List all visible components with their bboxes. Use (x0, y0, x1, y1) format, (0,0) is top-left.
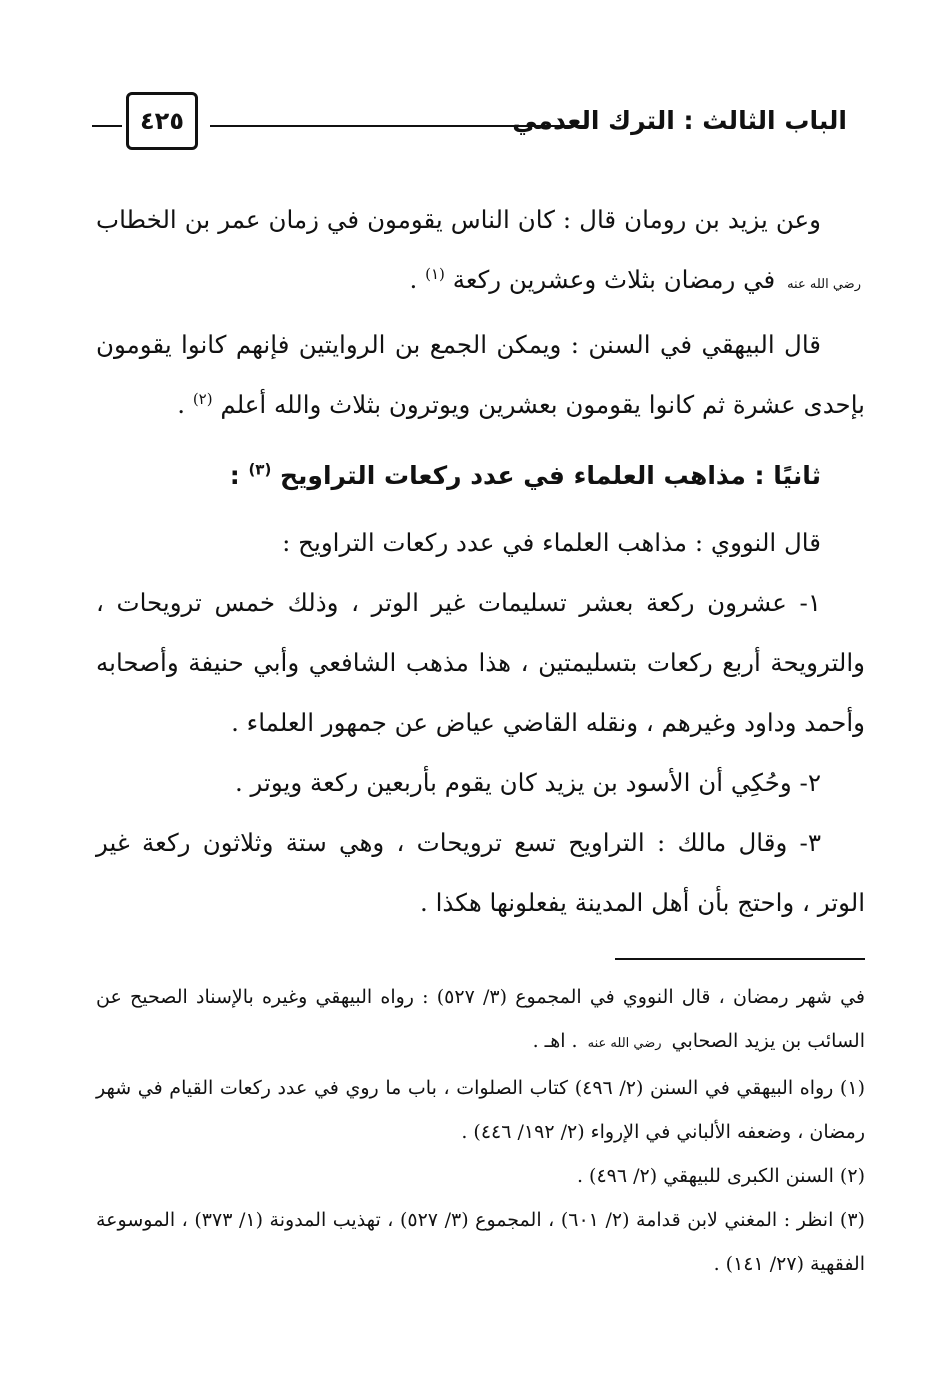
paragraph-3: قال النووي : مذاهب العلماء في عدد ركعات التراويح : (282, 528, 821, 557)
page-number-box (126, 92, 198, 150)
honorific: رضي الله عنه (587, 1036, 662, 1051)
header-rule-end (92, 125, 122, 127)
main-text (96, 190, 865, 933)
footnote-continuation: في شهر رمضان ، قال النووي في المجموع (٣/ ٥٢٧) : رواه البيهقي وغيره بالإسناد الصحيح عن السائب بن يزيد الصحابي رضي الله عنه . اهـ . (96, 986, 865, 1052)
footnote-ref-1: (١) (425, 264, 445, 283)
page-number: ٤٢٥ (140, 107, 184, 135)
paragraph-4: ١- عشرون ركعة بعشر تسليمات غير الوتر ، وذلك خمس ترويحات ، والترويحة أربع ركعات بتسليمتين ، هذا مذهب الشافعي وأبي حنيفة وأصحابه وأحمد وداود وغيرهم ، ونقله القاضي عياض عن جمهور العلماء . (96, 588, 865, 737)
footnote-2: (٢) السنن الكبرى للبيهقي (٢/ ٤٩٦) . (576, 1165, 865, 1187)
paragraph-5: ٢- وحُكِي أن الأسود بن يزيد كان يقوم بأربعين ركعة ويوتر . (234, 768, 821, 797)
footnote-separator (615, 958, 865, 960)
footnotes (96, 975, 865, 1286)
section-heading: ثانيًا : مذاهب العلماء في عدد ركعات التراويح $^{(٣)}$ : (229, 460, 821, 490)
paragraph-6: ٣- وقال مالك : التراويح تسع ترويحات ، وهي ستة وثلاثون ركعة غير الوتر ، واحتج بأن أهل المدينة يفعلونها هكذا . (96, 828, 865, 917)
chapter-title: الباب الثالث : الترك العدمي (512, 106, 847, 135)
running-header (92, 92, 847, 154)
header-rule (210, 125, 585, 127)
footnote-ref-3: (٣) (248, 460, 272, 479)
honorific: رضي الله عنه (787, 277, 861, 292)
paragraph-2: قال البيهقي في السنن : ويمكن الجمع بن الروايتين فإنهم كانوا يقومون بإحدى عشرة ثم كانوا يقومون بعشرين ويوترون بثلاث والله أعلم $^{(٢)}$ . (96, 330, 865, 419)
footnote-1: (١) رواه البيهقي في السنن (٢/ ٤٩٦) كتاب الصلوات ، باب ما روي في عدد ركعات القيام في شهر رمضان ، وضعفه الألباني في الإرواء (٢/ ١٩٢/ ٤٤٦) . (96, 1077, 865, 1143)
paragraph-1: وعن يزيد بن رومان قال : كان الناس يقومون في زمان عمر بن الخطاب رضي الله عنه في رمضان بثلاث وعشرين ركعة $^{(١)}$ . (96, 205, 861, 294)
footnote-ref-2: (٢) (192, 389, 213, 408)
footnote-3: (٣) انظر : المغني لابن قدامة (٢/ ٦٠١) ، المجموع (٣/ ٥٢٧) ، تهذيب المدونة (١/ ٣٧٣) ، الموسوعة الفقهية (٢٧/ ١٤١) . (96, 1209, 865, 1275)
